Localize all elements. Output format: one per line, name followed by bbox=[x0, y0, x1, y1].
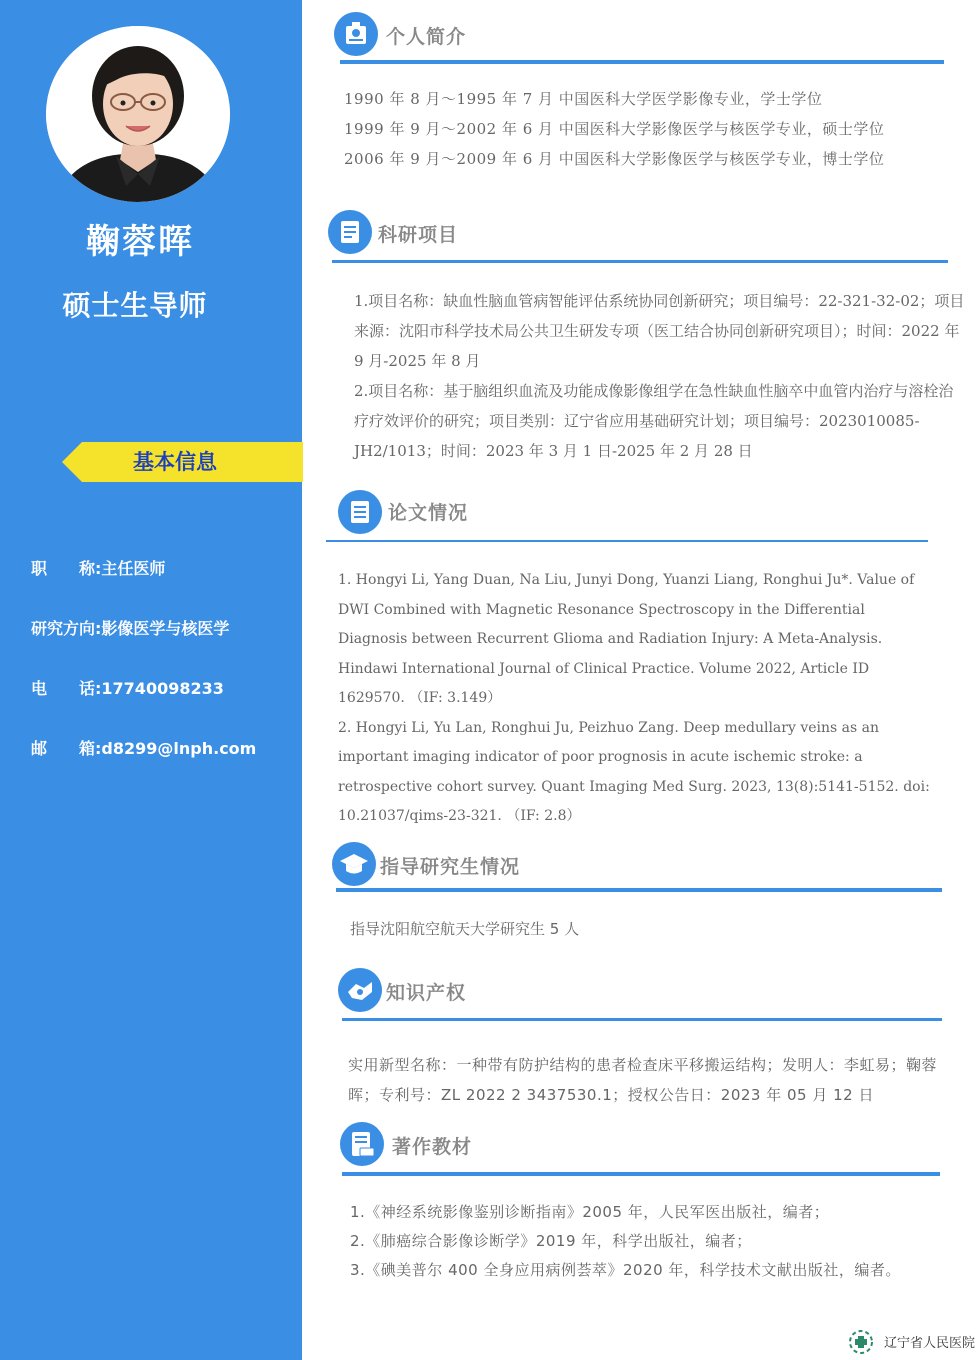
book-icon bbox=[340, 1122, 384, 1166]
section-rule bbox=[332, 260, 948, 263]
project-item: 2.项目名称：基于脑组织血流及功能成像影像组学在急性缺血性脑卒中血管内治疗与溶栓治疗疗效评价的研究；项目类别：辽宁省应用基础研究计划；项目编号：2023010085-JH2/1013；时间：2023 年 3 月 1 日-2025 年 2 月 28 日 bbox=[354, 382, 954, 460]
info-row-research bbox=[31, 616, 229, 639]
portrait-image bbox=[46, 26, 230, 202]
basic-info-label: 基本信息 bbox=[133, 450, 217, 474]
papers-list bbox=[338, 566, 938, 832]
section-title-supervision: 指导研究生情况 bbox=[380, 856, 521, 878]
info-label: 研究方向: bbox=[31, 619, 102, 638]
supervision-text: 指导沈阳航空航天大学研究生 5 人 bbox=[350, 920, 580, 938]
hospital-logo-icon bbox=[846, 1328, 876, 1356]
section-rule bbox=[342, 1018, 942, 1021]
basic-info-tab bbox=[62, 442, 303, 482]
info-value: 主任医师 bbox=[101, 559, 166, 578]
book-item: 3.《碘美普尔 400 全身应用病例荟萃》2020 年，科学技术文献出版社，编者。 bbox=[350, 1261, 901, 1279]
handshake-icon bbox=[338, 968, 382, 1012]
ip-text: 实用新型名称：一种带有防护结构的患者检查床平移搬运结构；发明人：李虹易；鞠蓉晖；专利号：ZL 2022 2 3437530.1；授权公告日：2023 年 05 月 12 日 bbox=[348, 1056, 938, 1104]
projects-list bbox=[354, 286, 966, 466]
section-rule bbox=[340, 60, 944, 64]
paper-icon bbox=[338, 490, 382, 534]
sidebar bbox=[0, 0, 302, 1360]
info-label: 电 话: bbox=[31, 679, 102, 698]
section-title-books: 著作教材 bbox=[392, 1136, 473, 1158]
avatar bbox=[46, 26, 230, 202]
book-item: 2.《肺癌综合影像诊断学》2019 年，科学出版社，编者； bbox=[350, 1232, 752, 1250]
info-value: 影像医学与核医学 bbox=[101, 619, 230, 638]
info-row-title bbox=[31, 556, 165, 579]
section-rule bbox=[336, 888, 942, 892]
info-label: 职 称: bbox=[31, 559, 102, 578]
hospital-name: 辽宁省人民医院 bbox=[884, 1336, 976, 1351]
graduation-cap-icon bbox=[332, 842, 376, 886]
section-title-papers: 论文情况 bbox=[388, 502, 469, 524]
info-label: 邮 箱: bbox=[31, 739, 102, 758]
id-card-icon bbox=[334, 12, 378, 56]
info-row-phone bbox=[31, 676, 224, 699]
bio-list bbox=[344, 84, 964, 174]
section-rule bbox=[342, 1172, 940, 1176]
info-row-email bbox=[31, 736, 256, 759]
section-title-projects: 科研项目 bbox=[378, 224, 459, 246]
education-line: 1990 年 8 月～1995 年 7 月 中国医科大学医学影像专业，学士学位 bbox=[344, 90, 823, 108]
education-line: 1999 年 9 月～2002 年 6 月 中国医科大学影像医学与核医学专业，硕士学位 bbox=[344, 120, 885, 138]
person-name: 鞠蓉晖 bbox=[86, 222, 194, 262]
paper-item: 2. Hongyi Li, Yu Lan, Ronghui Ju, Peizhuo Zang. Deep medullary veins as an important imaging indicator of poor prognosis in acute ischemic stroke: a retrospective cohort survey. Quant Imaging Med Surg. 2023, 13(8):5141-5152. doi: 10.21037/qims-23-321. （IF: 2.8） bbox=[338, 719, 930, 824]
document-icon bbox=[328, 210, 372, 254]
paper-item: 1. Hongyi Li, Yang Duan, Na Liu, Junyi Dong, Yuanzi Liang, Ronghui Ju*. Value of DWI Combined with Magnetic Resonance Spectroscopy in the Differential Diagnosis between Recurrent Glioma and Radiation Injury: A Meta-Analysis. Hindawi International Journal of Clinical Practice. Volume 2022, Article ID 1629570. （IF: 3.149） bbox=[338, 572, 915, 706]
book-item: 1.《神经系统影像鉴别诊断指南》2005 年，人民军医出版社，编者； bbox=[350, 1203, 830, 1221]
person-role: 硕士生导师 bbox=[62, 289, 208, 322]
books-list bbox=[350, 1198, 940, 1285]
section-title-ip: 知识产权 bbox=[386, 982, 467, 1004]
email-value[interactable]: d8299@lnph.com bbox=[101, 739, 257, 758]
project-item: 1.项目名称：缺血性脑血管病智能评估系统协同创新研究；项目编号：22-321-32-02；项目来源：沈阳市科学技术局公共卫生研发专项（医工结合协同创新研究项目）；时间：2022 年 9 月-2025 年 8 月 bbox=[354, 292, 965, 370]
section-title-bio: 个人简介 bbox=[386, 26, 467, 48]
section-rule bbox=[326, 540, 928, 542]
education-line: 2006 年 9 月～2009 年 6 月 中国医科大学影像医学与核医学专业，博士学位 bbox=[344, 150, 885, 168]
phone-value: 17740098233 bbox=[101, 679, 224, 698]
